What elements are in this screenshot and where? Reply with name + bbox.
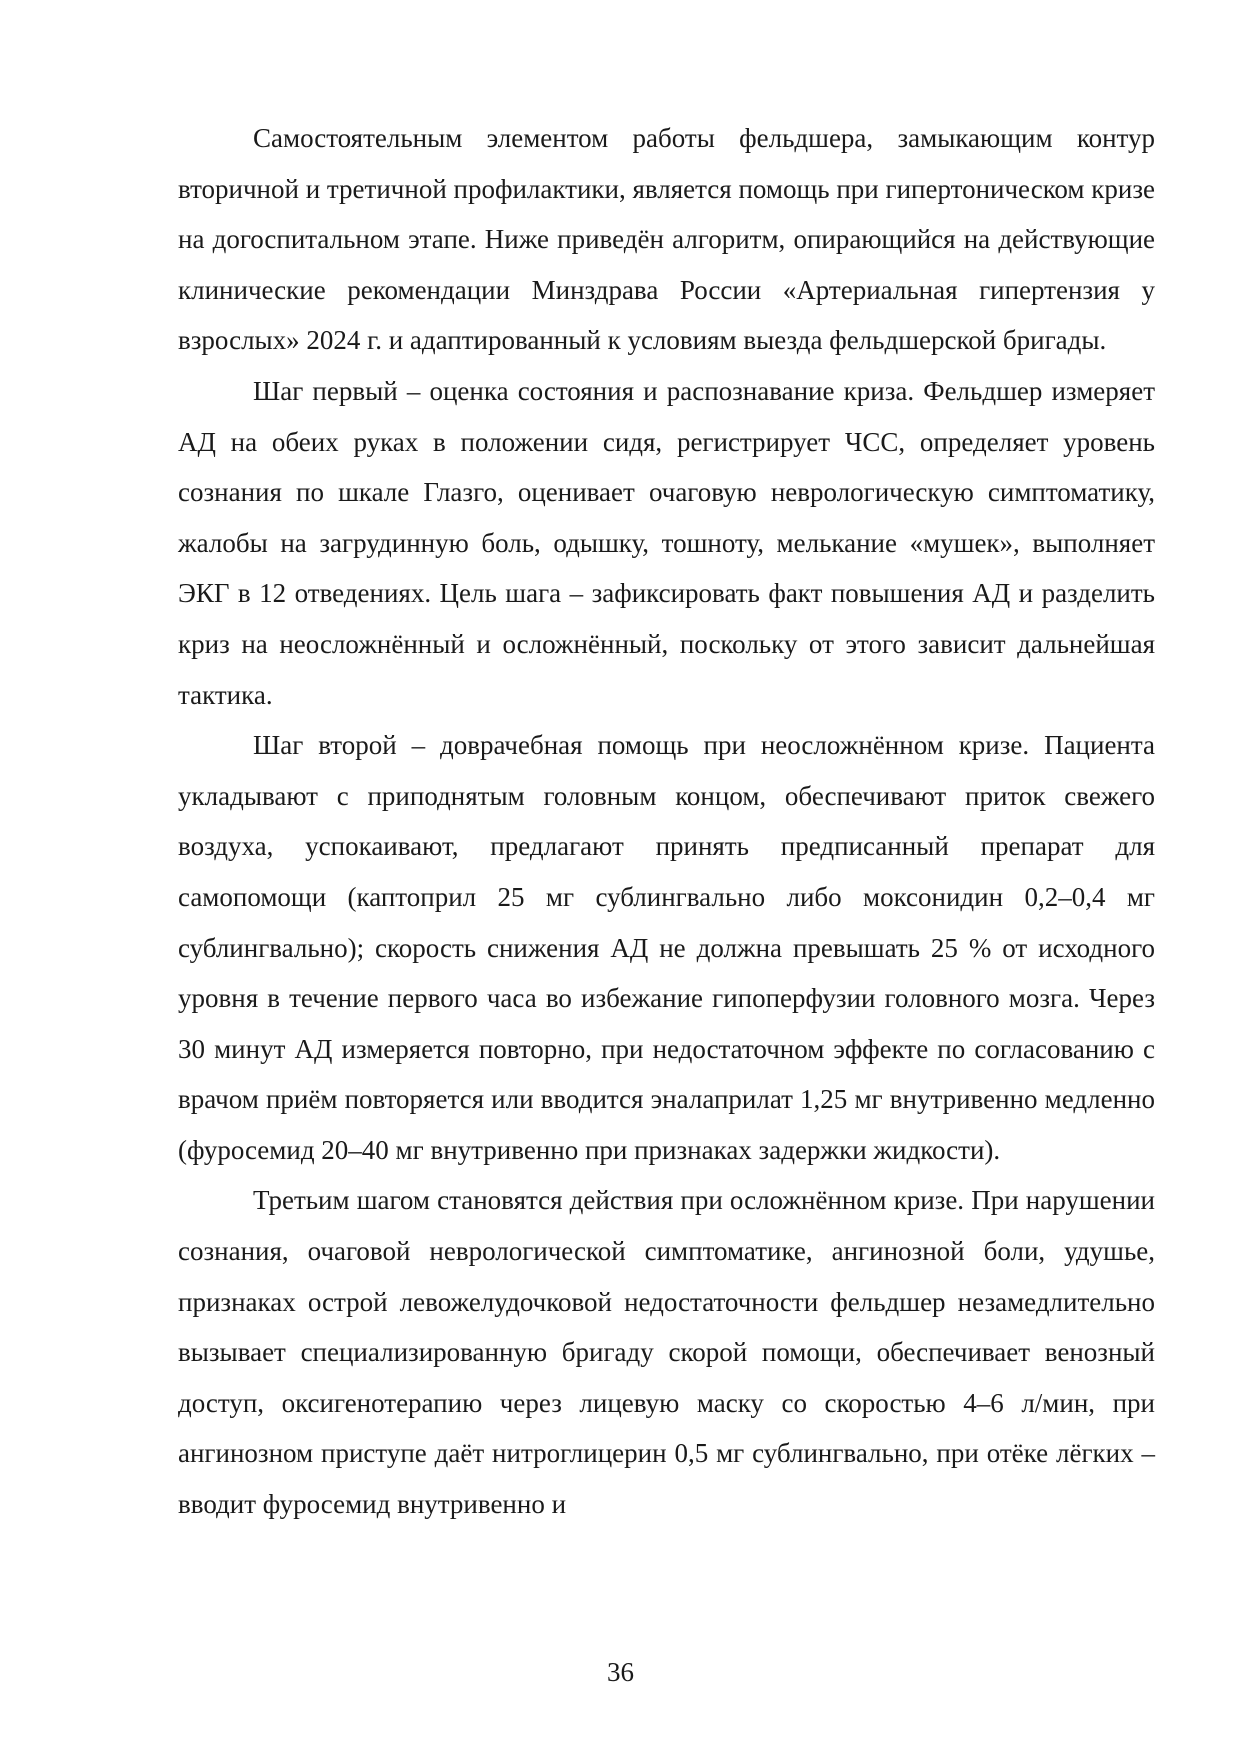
page-number: 36: [607, 1657, 634, 1687]
body-text: [178, 113, 1155, 1530]
paragraph-intro: Самостоятельным элементом работы фельдшера, замыкающим контур вторичной и третичной профилактики, является помощь при гипертоническом кризе на догоспитальном этапе. Ниже приведён алгоритм, опирающийся на действующие клинические рекомендации Минздрава России «Артериальная гипертензия у взрослых» 2024 г. и адаптированный к условиям выезда фельдшерской бригады.: [178, 123, 1155, 356]
paragraph-step-two: Шаг второй – доврачебная помощь при неосложнённом кризе. Пациента укладывают с приподнятым головным концом, обеспечивают приток свежего воздуха, успокаивают, предлагают принять предписанный препарат для самопомощи (каптоприл 25 мг сублингвально либо моксонидин 0,2–0,4 мг сублингвально); скорость снижения АД не должна превышать 25 % от исходного уровня в течение первого часа во избежание гипоперфузии головного мозга. Через 30 минут АД измеряется повторно, при недостаточном эффекте по согласованию с врачом приём повторяется или вводится эналаприлат 1,25 мг внутривенно медленно (фуросемид 20–40 мг внутривенно при признаках задержки жидкости).: [178, 730, 1155, 1165]
paragraph-step-three: Третьим шагом становятся действия при осложнённом кризе. При нарушении сознания, очаговой неврологической симптоматике, ангинозной боли, удушье, признаках острой левожелудочковой недостаточности фельдшер незамедлительно вызывает специализированную бригаду скорой помощи, обеспечивает венозный доступ, оксигенотерапию через лицевую маску со скоростью 4–6 л/мин, при ангинозном приступе даёт нитроглицерин 0,5 мг сублингвально, при отёке лёгких – вводит фуросемид внутривенно и: [178, 1185, 1155, 1520]
paragraph-step-one: Шаг первый – оценка состояния и распознавание криза. Фельдшер измеряет АД на обеих руках в положении сидя, регистрирует ЧСС, определяет уровень сознания по шкале Глазго, оценивает очаговую неврологическую симптоматику, жалобы на загрудинную боль, одышку, тошноту, мелькание «мушек», выполняет ЭКГ в 12 отведениях. Цель шага – зафиксировать факт повышения АД и разделить криз на неосложнённый и осложнённый, поскольку от этого зависит дальнейшая тактика.: [178, 375, 1155, 710]
